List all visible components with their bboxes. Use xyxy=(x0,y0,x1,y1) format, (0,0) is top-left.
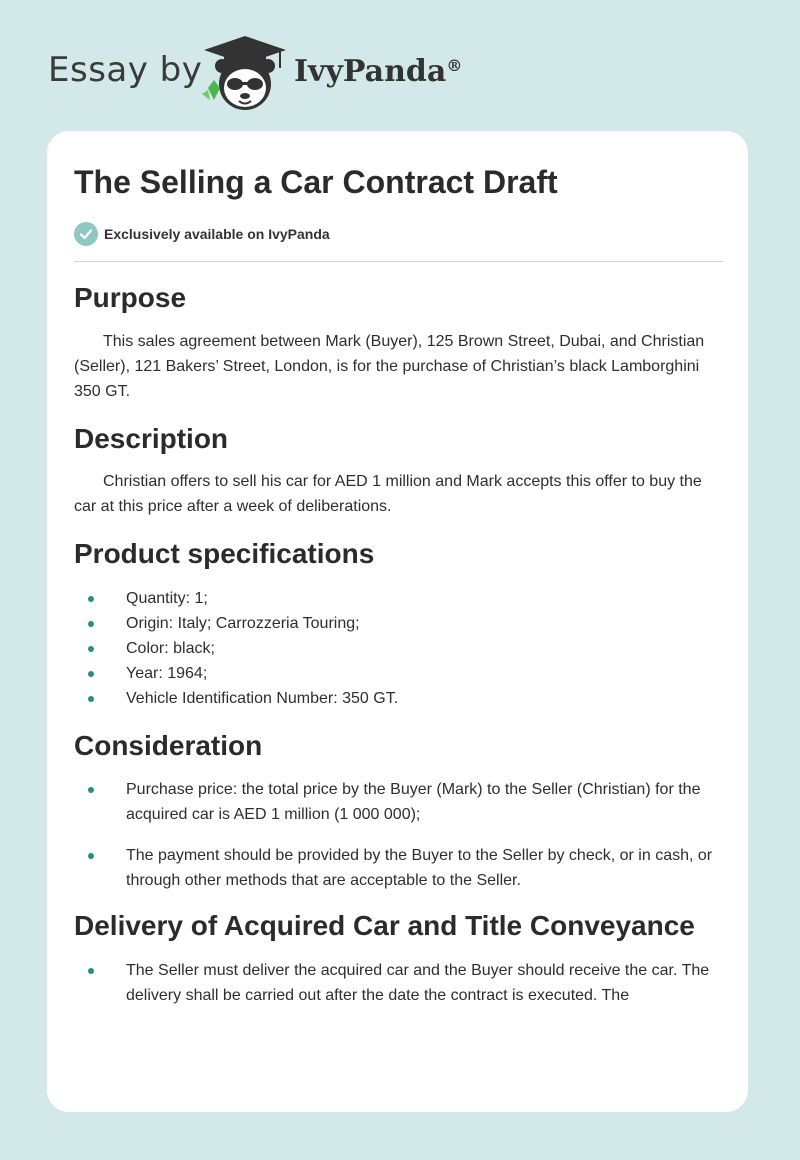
registered-mark: ® xyxy=(446,56,463,75)
list-item xyxy=(74,661,724,686)
list-item-text: Color: black; xyxy=(126,639,215,657)
list-item-text: Year: 1964; xyxy=(126,664,208,682)
list-item-text: Quantity: 1; xyxy=(126,589,208,607)
description-paragraph: Christian offers to sell his car for AED 1 million and Mark accepts this offer to buy the car at this price after a week of deliberations. xyxy=(74,473,702,516)
list-item xyxy=(74,586,724,611)
bullet-icon xyxy=(88,787,94,793)
bullet-icon xyxy=(88,621,94,627)
section-heading-consideration: Consideration xyxy=(74,729,263,761)
list-item xyxy=(74,843,724,893)
specs-list xyxy=(74,586,724,711)
list-item xyxy=(74,636,724,661)
site-header xyxy=(48,30,548,120)
badge-label: Exclusively available on IvyPanda xyxy=(104,226,330,242)
list-item-text: The payment should be provided by the Buyer to the Seller by check, or in cash, or through other methods that are acceptable to the Seller. xyxy=(126,847,713,890)
document-card xyxy=(47,131,748,1112)
essay-by-label: Essay by xyxy=(48,50,203,90)
exclusive-badge xyxy=(74,221,330,247)
document-content xyxy=(74,281,724,1008)
title-divider xyxy=(74,261,724,262)
list-item-text: Origin: Italy; Carrozzeria Touring; xyxy=(126,614,360,632)
bullet-icon xyxy=(88,696,94,702)
list-item xyxy=(74,777,724,827)
bullet-icon xyxy=(88,596,94,602)
list-item-text: Purchase price: the total price by the Buyer (Mark) to the Seller (Christian) for the acquired car is AED 1 million (1 000 000); xyxy=(126,781,701,824)
document-title: The Selling a Car Contract Draft xyxy=(74,164,558,200)
brand-name[interactable] xyxy=(294,54,462,89)
check-icon xyxy=(74,222,98,246)
list-item-text: The Seller must deliver the acquired car and the Buyer should receive the car. The delivery shall be carried out after the date the contract is executed. The xyxy=(126,961,710,1004)
list-item-text: Vehicle Identification Number: 350 GT. xyxy=(126,689,399,707)
section-heading-purpose: Purpose xyxy=(74,282,187,313)
delivery-list xyxy=(74,958,724,1008)
panda-logo-icon[interactable] xyxy=(200,34,290,117)
list-item xyxy=(74,686,724,711)
list-item xyxy=(74,958,724,1008)
bullet-icon xyxy=(88,671,94,677)
brand-text: IvyPanda xyxy=(294,54,447,89)
purpose-paragraph: This sales agreement between Mark (Buyer), 125 Brown Street, Dubai, and Christian (Seller), 121 Bakers’ Street, London, is for the purchase of Christian’s black Lamborghini 350 GT. xyxy=(74,332,705,400)
list-item xyxy=(74,611,724,636)
section-heading-delivery: Delivery of Acquired Car and Title Conveyance xyxy=(74,910,695,942)
section-heading-description: Description xyxy=(74,422,229,454)
consideration-list xyxy=(74,777,724,893)
bullet-icon xyxy=(88,646,94,652)
section-heading-specs: Product specifications xyxy=(74,538,375,570)
bullet-icon xyxy=(88,968,94,974)
bullet-icon xyxy=(88,853,94,859)
